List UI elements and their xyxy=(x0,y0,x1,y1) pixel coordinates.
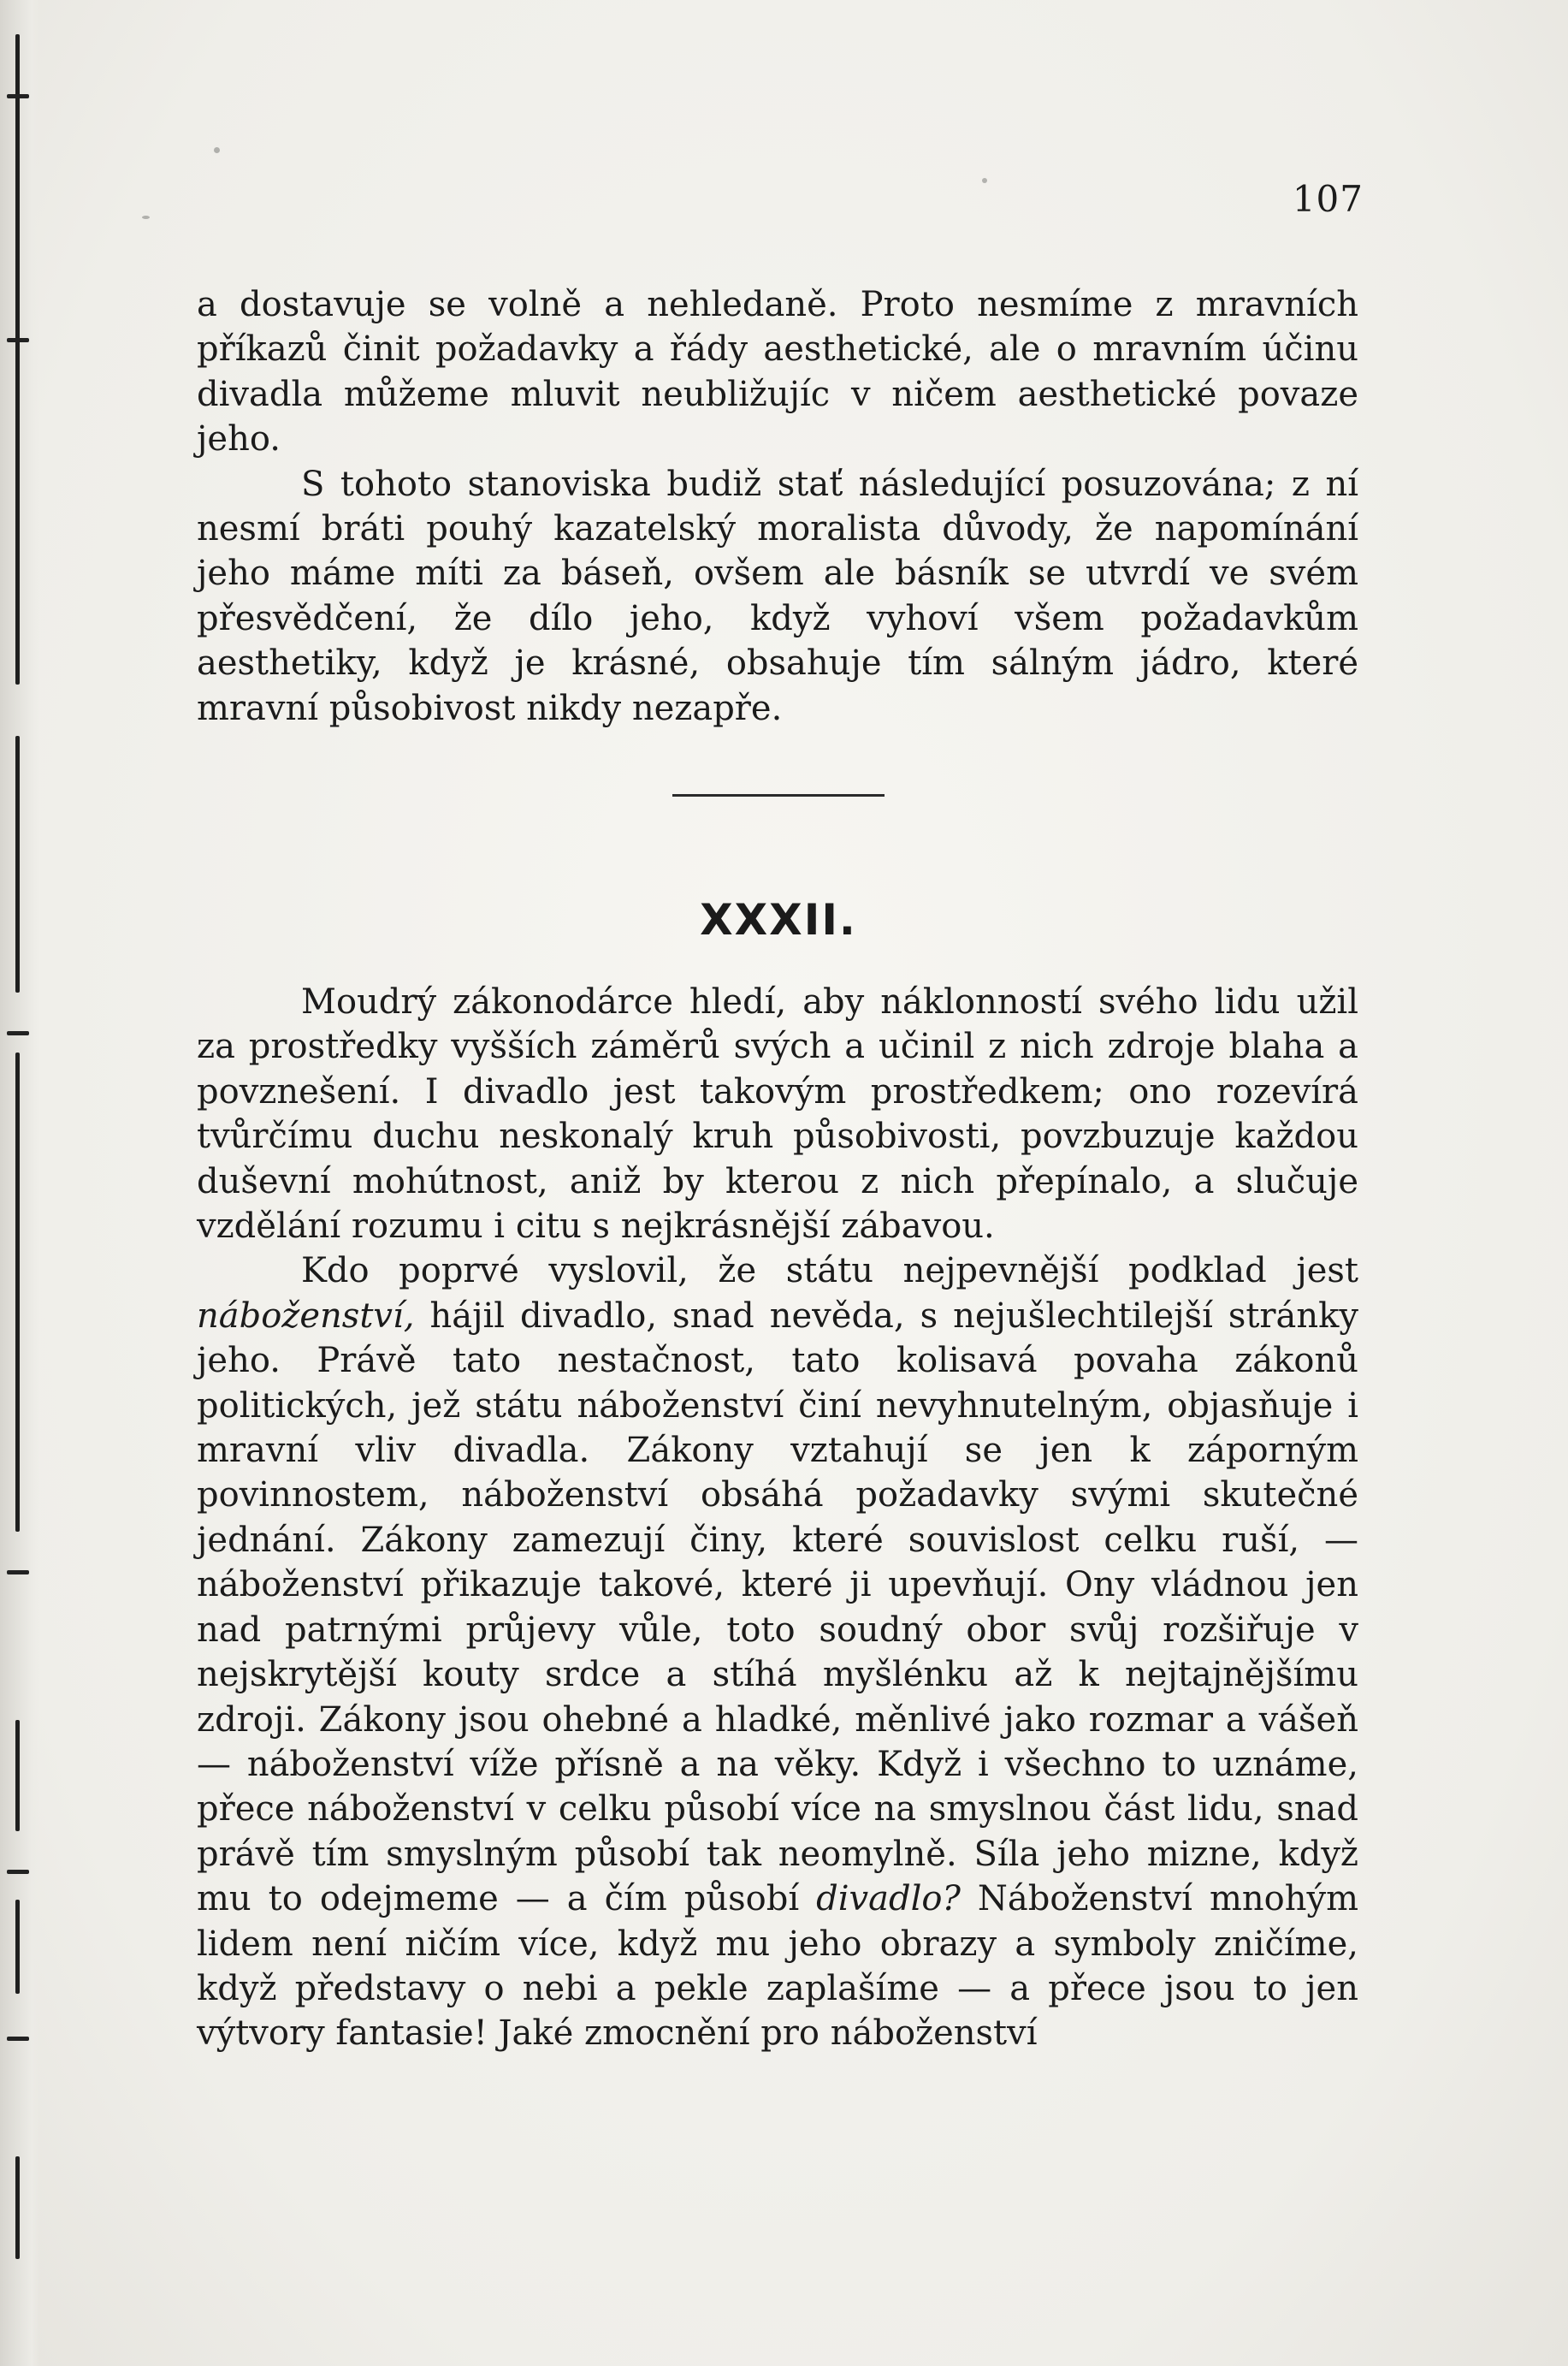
page-number: 107 xyxy=(1292,178,1364,220)
paragraph: S tohoto stanoviska budiž stať následující posuzována; z ní nesmí bráti pouhý kazatelský moralista důvody, že napomínání jeho máme míti za báseň, ovšem ale básník se utvrdí ve svém přesvědčení, že dílo jeho, když vyhoví všem požadavkům aesthetiky, když je krásné, obsahuje tím sálným jádro, které mravní působivost nikdy nezapře. xyxy=(197,464,1358,728)
edge-mark xyxy=(7,94,29,98)
chapter-text xyxy=(197,980,1358,2056)
section-divider-rule xyxy=(672,794,885,797)
emphasized-word: náboženství, xyxy=(197,1296,415,1336)
paragraph: a dostavuje se volně a nehledaně. Proto nesmíme z mravních příkazů činit požadavky a řády aesthetické, ale o mravním účinu divadla můžeme mluvit neubližujíc v ničem aesthetické povaze jeho. xyxy=(197,285,1358,460)
edge-mark xyxy=(7,1870,29,1874)
print-speck xyxy=(142,216,150,219)
paragraph-text: Kdo poprvé vyslovil, že státu nejpevnější podklad jest xyxy=(301,1251,1358,1291)
edge-mark xyxy=(7,1570,29,1574)
paragraph-text: hájil divadlo, snad nevěda, s nejušlechtilejší stránky jeho. Právě tato nestačnost, tato kolisavá povaha zákonů politických, jež státu náboženství činí nevyhnutelným, objasňuje i mravní vliv divadla. Zákony vztahují se jen k záporným povinnostem, náboženství obsáhá požadavky svými skutečné jednání. Zákony zamezují činy, které souvislost celku ruší, — náboženství přikazuje takové, které ji upevňují. Ony vládnou jen nad patrnými průjevy vůle, toto soudný obor svůj rozšiřuje v nejskrytější kouty srdce a stíhá myšlénku až k nejtajnějšímu zdroji. Zákony jsou ohebné a hladké, měnlivé jako rozmar a vášeň — náboženství víže přísně a na věky. Když i všechno to uznáme, přece náboženství v celku působí více na smyslnou část lidu, snad právě tím smyslným působí tak neomylně. Síla jeho mizne, když mu to odejmeme — a čím působí xyxy=(197,1296,1359,1919)
chapter-heading: XXXII. xyxy=(700,895,857,945)
paragraph-text: Náboženství mnohým lidem není ničím více, když mu jeho obrazy a symboly zničíme, když představy o nebi a pekle zaplašíme — a přece jsou to jen výtvory fantasie! Jaké zmocnění pro náboženství xyxy=(197,1879,1359,2054)
scanned-page-edge xyxy=(0,0,39,2366)
print-speck xyxy=(214,147,220,153)
edge-shadow-line xyxy=(15,1900,20,1994)
edge-shadow-line xyxy=(15,736,20,993)
print-speck xyxy=(982,178,987,183)
edge-shadow-line xyxy=(15,34,20,685)
edge-shadow-line xyxy=(15,1053,20,1532)
paragraph: Moudrý zákonodárce hledí, aby náklonností svého lidu užil za prostředky vyšších záměrů svých a učinil z nich zdroje blaha a povznešení. I divadlo jest takovým prostředkem; ono rozevírá tvůrčímu duchu neskonalý kruh působivosti, povzbuzuje každou duševní mohútnost, aniž by kterou z nich přepínalo, a slučuje vzdělání rozumu i citu s nejkrásnější zábavou. xyxy=(197,982,1358,1247)
emphasized-word: divadlo? xyxy=(816,1879,961,1919)
edge-mark xyxy=(7,1031,29,1035)
paragraph xyxy=(197,1248,1358,2055)
continued-text-section xyxy=(197,282,1358,731)
edge-shadow-line xyxy=(15,2156,20,2259)
edge-mark xyxy=(7,2037,29,2041)
edge-mark xyxy=(7,338,29,342)
edge-shadow-line xyxy=(15,1720,20,1831)
